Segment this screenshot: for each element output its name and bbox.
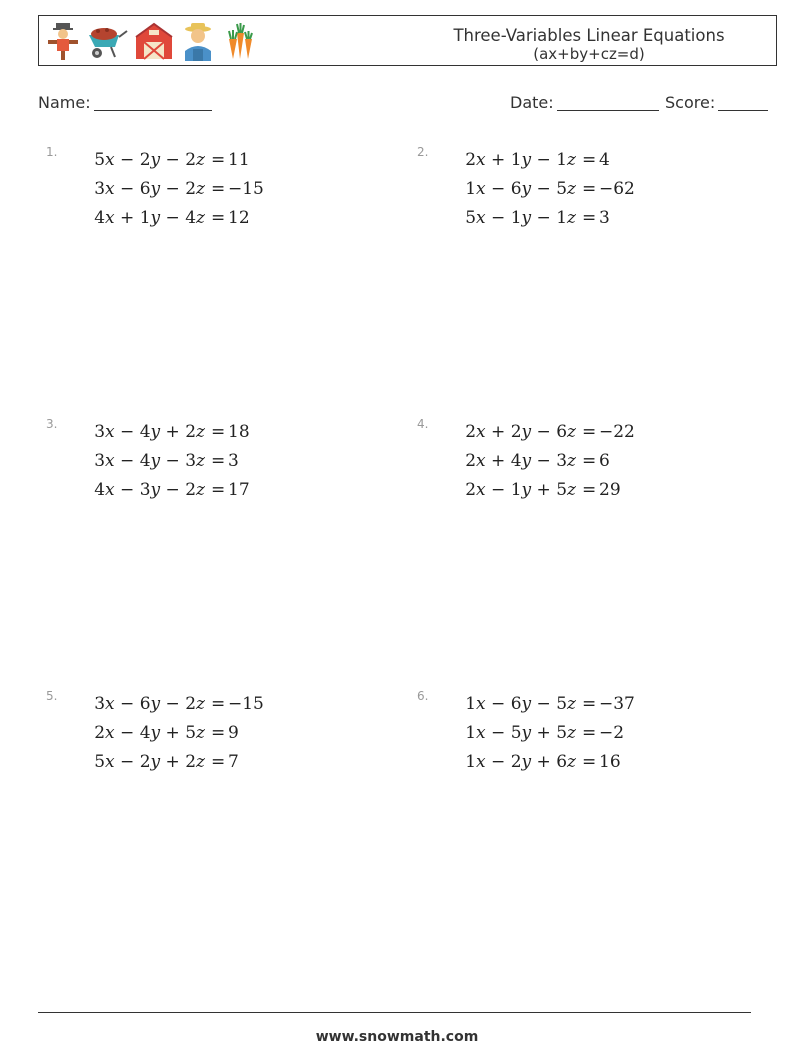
equation-rhs: 4 <box>599 150 610 170</box>
problem-number: 2. <box>417 145 429 159</box>
equation-rhs: −15 <box>228 694 264 714</box>
equation-rhs: 11 <box>228 150 250 170</box>
equation-lhs: 4x + 1y − 4z <box>94 208 205 228</box>
equals-sign: = <box>582 752 597 772</box>
farmer-icon <box>179 21 217 61</box>
name-label: Name: <box>38 93 91 112</box>
equals-sign: = <box>582 422 597 442</box>
equals-sign: = <box>582 480 597 500</box>
score-blank[interactable] <box>718 94 768 111</box>
equation-rhs: 17 <box>228 480 250 500</box>
equation-rhs: 3 <box>599 208 610 228</box>
carrots-icon <box>221 21 259 61</box>
equation-lhs: 5x − 1y − 1z <box>465 208 576 228</box>
equation-lhs: 1x − 2y + 6z <box>465 752 576 772</box>
score-label: Score: <box>665 93 716 112</box>
equation-lhs: 3x − 4y + 2z <box>94 422 205 442</box>
wheelbarrow-icon <box>85 21 129 61</box>
equation-lhs: 4x − 3y − 2z <box>94 480 205 500</box>
equation-rhs: 29 <box>599 480 621 500</box>
equation-rhs: 18 <box>228 422 250 442</box>
equals-sign: = <box>582 451 597 471</box>
problem-2 <box>417 145 747 245</box>
equals-sign: = <box>582 208 597 228</box>
equation-lhs: 1x − 5y + 5z <box>465 723 576 743</box>
equation-lhs: 3x − 4y − 3z <box>94 451 205 471</box>
equation-lhs: 2x + 1y − 1z <box>465 150 576 170</box>
header-icons <box>45 21 259 61</box>
equals-sign: = <box>582 694 597 714</box>
equation-lhs: 5x − 2y + 2z <box>94 752 205 772</box>
equation-lhs: 2x − 1y + 5z <box>465 480 576 500</box>
equals-sign: = <box>211 208 226 228</box>
worksheet-title: Three-Variables Linear Equations <box>453 26 725 45</box>
equals-sign: = <box>211 694 226 714</box>
equation-rhs: 3 <box>228 451 239 471</box>
equation-lhs: 3x − 6y − 2z <box>94 179 205 199</box>
problem-6 <box>417 689 747 789</box>
equation-rhs: 16 <box>599 752 621 772</box>
equals-sign: = <box>211 150 226 170</box>
equation-rhs: −22 <box>599 422 635 442</box>
equals-sign: = <box>211 179 226 199</box>
problem-number: 4. <box>417 417 429 431</box>
equation-rhs: 9 <box>228 723 239 743</box>
equation-rhs: 7 <box>228 752 239 772</box>
date-field[interactable] <box>510 93 659 112</box>
problem-1 <box>46 145 376 245</box>
equals-sign: = <box>211 480 226 500</box>
problem-number: 3. <box>46 417 58 431</box>
equals-sign: = <box>211 723 226 743</box>
worksheet-header <box>38 15 777 66</box>
equation-rhs: −15 <box>228 179 264 199</box>
date-label: Date: <box>510 93 554 112</box>
equals-sign: = <box>582 150 597 170</box>
equation-rhs: 12 <box>228 208 250 228</box>
name-field[interactable] <box>38 93 212 112</box>
problem-4 <box>417 417 747 517</box>
date-blank[interactable] <box>557 94 659 111</box>
equation-rhs: −37 <box>599 694 635 714</box>
problem-5 <box>46 689 376 789</box>
equation-rhs: −62 <box>599 179 635 199</box>
problem-3 <box>46 417 376 517</box>
equation-lhs: 3x − 6y − 2z <box>94 694 205 714</box>
problem-number: 6. <box>417 689 429 703</box>
equation-lhs: 2x + 4y − 3z <box>465 451 576 471</box>
score-field[interactable] <box>665 93 768 112</box>
equals-sign: = <box>582 723 597 743</box>
worksheet-subtitle: (ax+by+cz=d) <box>533 45 645 63</box>
equation-rhs: 6 <box>599 451 610 471</box>
equation-lhs: 2x + 2y − 6z <box>465 422 576 442</box>
equation-lhs: 2x − 4y + 5z <box>94 723 205 743</box>
equals-sign: = <box>211 451 226 471</box>
name-blank[interactable] <box>94 94 212 111</box>
equals-sign: = <box>211 422 226 442</box>
problem-number: 1. <box>46 145 58 159</box>
equation-lhs: 5x − 2y − 2z <box>94 150 205 170</box>
equation-lhs: 1x − 6y − 5z <box>465 694 576 714</box>
equals-sign: = <box>582 179 597 199</box>
footer-divider <box>38 1012 751 1013</box>
equation-lhs: 1x − 6y − 5z <box>465 179 576 199</box>
problem-number: 5. <box>46 689 58 703</box>
barn-icon <box>133 21 175 61</box>
scarecrow-icon <box>45 21 81 61</box>
worksheet-title-block <box>399 26 779 64</box>
equals-sign: = <box>211 752 226 772</box>
footer-website: www.snowmath.com <box>315 1029 479 1045</box>
equation-rhs: −2 <box>599 723 625 743</box>
